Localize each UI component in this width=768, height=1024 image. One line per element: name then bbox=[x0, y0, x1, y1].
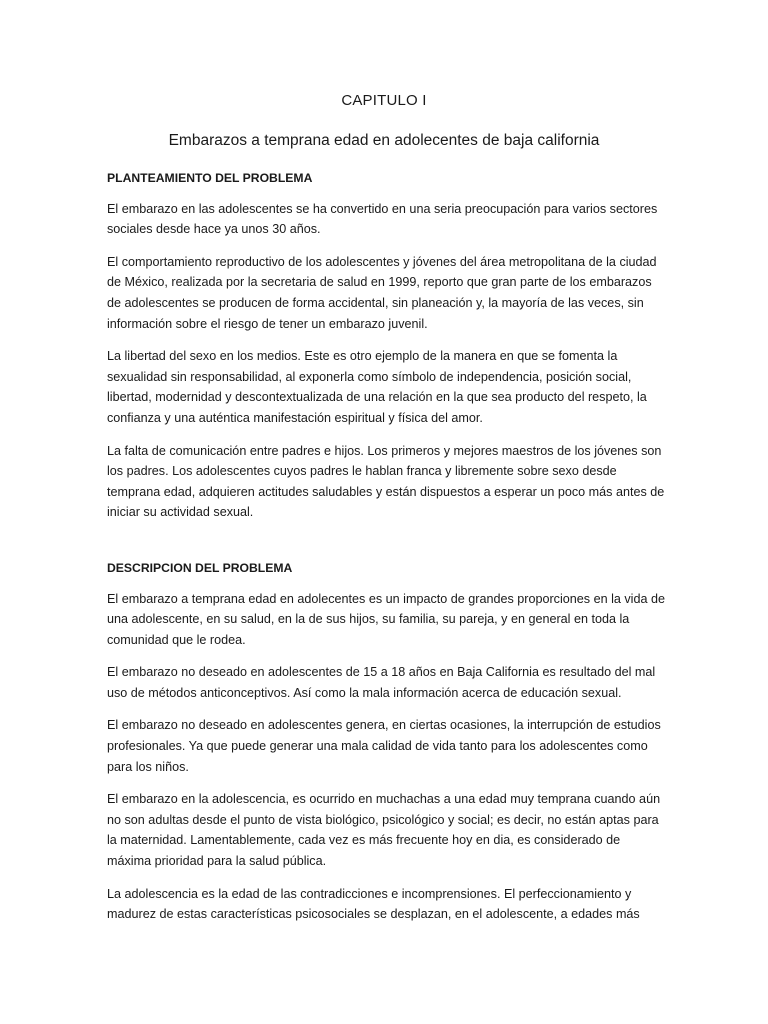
section-heading-planteamiento: PLANTEAMIENTO DEL PROBLEMA bbox=[107, 171, 313, 185]
paragraph: El embarazo en las adolescentes se ha convertido en una seria preocupación para varios sectores sociales desde hace ya unos 30 años. bbox=[107, 201, 658, 237]
paragraph: El embarazo no deseado en adolescentes genera, en ciertas ocasiones, la interrupción de estudios profesionales. Ya que puede generar una mala calidad de vida tanto para los adolescentes como para los niños. bbox=[107, 718, 661, 774]
document-body bbox=[107, 168, 667, 937]
section-spacer bbox=[107, 535, 667, 558]
document-title: Embarazos a temprana edad en adolecentes de baja california bbox=[168, 132, 600, 149]
paragraph: El embarazo no deseado en adolescentes de 15 a 18 años en Baja California es resultado del mal uso de métodos anticonceptivos. Así como la mala información acerca de educación sexual. bbox=[107, 665, 656, 700]
section-heading-descripcion: DESCRIPCION DEL PROBLEMA bbox=[107, 560, 293, 575]
paragraph: La falta de comunicación entre padres e hijos. Los primeros y mejores maestros de los jóvenes son los padres. Los adolescentes cuyos padres le hablan franca y libremente sobre sexo desde temprana edad, adquieren actitudes saludables y están dispuestos a esperar un poco más antes de iniciar su actividad sexual. bbox=[107, 443, 665, 520]
paragraph: El embarazo a temprana edad en adolecentes es un impacto de grandes proporciones en la vida de una adolescente, en su salud, en la de sus hijos, su familia, su pareja, y en general en toda la comunidad que le rodea. bbox=[107, 591, 665, 647]
paragraph: El comportamiento reproductivo de los adolescentes y jóvenes del área metropolitana de la ciudad de México, realizada por la secretaria de salud en 1999, reporto que gran parte de los embarazos de adolescentes se producen de forma accidental, sin planeación y, la mayoría de las veces, sin información sobre el riesgo de tener un embarazo juvenil. bbox=[107, 254, 657, 331]
paragraph: El embarazo en la adolescencia, es ocurrido en muchachas a una edad muy temprana cuando aún no son adultas desde el punto de vista biológico, psicológico y social; es decir, no están aptas para la maternidad. Lamentablemente, cada vez es más frecuente hoy en dia, es considerado de máxima prioridad para la salud pública. bbox=[107, 792, 661, 869]
paragraph: La adolescencia es la edad de las contradicciones e incomprensiones. El perfeccionamiento y madurez de estas características psicosociales se desplazan, en el adolescente, a edades más bbox=[107, 886, 640, 922]
paragraph: La libertad del sexo en los medios. Este es otro ejemplo de la manera en que se fomenta la sexualidad sin responsabilidad, al exponerla como símbolo de independencia, posición social, libertad, modernidad y descontextualizada de una relación en la que sea producto del respeto, la confianza y una auténtica manifestación espiritual y física del amor. bbox=[107, 349, 647, 425]
chapter-heading: CAPITULO I bbox=[341, 92, 427, 109]
